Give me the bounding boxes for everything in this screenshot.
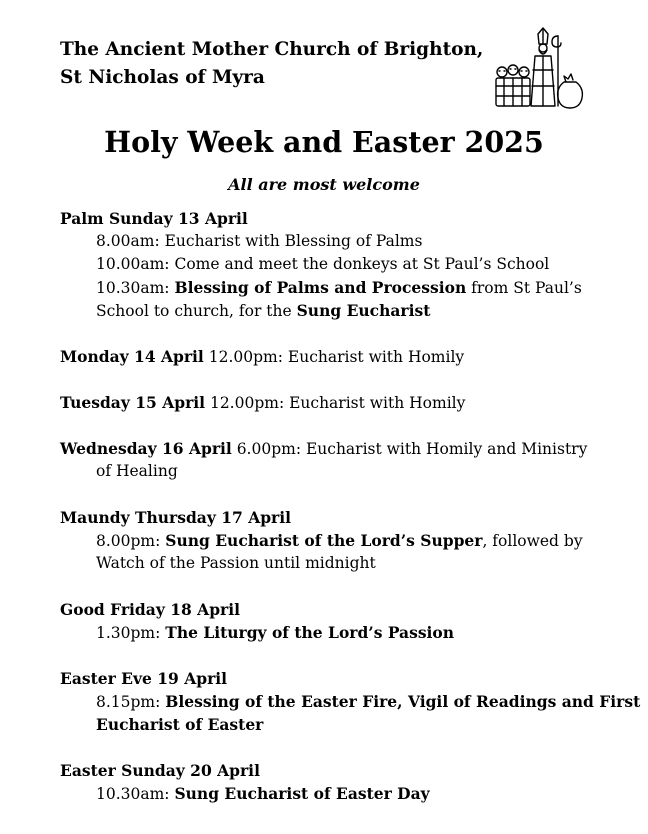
event-text: from St Paul’s — [466, 279, 582, 297]
page-title: Holy Week and Easter 2025 — [104, 125, 544, 159]
event-bold-text: The Liturgy of the Lord’s Passion — [165, 623, 455, 642]
palm-sunday-line-1: 8.00am: Eucharist with Blessing of Palms — [96, 232, 423, 250]
monday-heading: Monday 14 April — [60, 347, 204, 366]
easter-sunday-line-1 — [96, 782, 430, 806]
church-name-line2: St Nicholas of Myra — [60, 67, 265, 88]
monday-text: 12.00pm: Eucharist with Homily — [203, 348, 465, 366]
wednesday-line — [60, 437, 587, 461]
time-text: 10.30am: — [96, 279, 175, 297]
good-friday-line-1 — [96, 621, 454, 645]
easter-sunday-heading: Easter Sunday 20 April — [60, 761, 260, 780]
tuesday-heading: Tuesday 15 April — [60, 393, 206, 412]
church-name-line1: The Ancient Mother Church of Brighton, — [60, 39, 484, 60]
wednesday-heading: Wednesday 16 April — [60, 439, 232, 458]
easter-eve-heading: Easter Eve 19 April — [60, 669, 228, 688]
st-nicholas-with-children-in-tub-icon — [488, 26, 584, 114]
tuesday-line — [60, 391, 465, 415]
event-bold-text: Blessing of Palms and Procession — [174, 278, 467, 297]
wednesday-text: 6.00pm: Eucharist with Homily and Ministry — [231, 440, 588, 458]
palm-sunday-heading: Palm Sunday 13 April — [60, 209, 248, 228]
tuesday-text: 12.00pm: Eucharist with Homily — [205, 394, 466, 412]
time-text: 8.00pm: — [96, 532, 166, 550]
maundy-thursday-line-2: Watch of the Passion until midnight — [96, 554, 376, 572]
event-text: School to church, for the — [96, 302, 297, 320]
event-bold-text: Sung Eucharist of the Lord’s Supper — [165, 531, 483, 550]
event-bold-text: Blessing of the Easter Fire, Vigil of Readings and First — [165, 692, 641, 711]
event-text: , followed by — [482, 532, 583, 550]
time-text: 8.15pm: — [96, 693, 166, 711]
time-text: 10.30am: — [96, 785, 175, 803]
easter-eve-line-1 — [96, 690, 640, 714]
event-bold-text: Sung Eucharist of Easter Day — [174, 784, 430, 803]
maundy-thursday-heading: Maundy Thursday 17 April — [60, 508, 292, 527]
time-text: 1.30pm: — [96, 624, 166, 642]
wednesday-continuation: of Healing — [96, 462, 178, 480]
subtitle: All are most welcome — [228, 175, 420, 194]
maundy-thursday-line-1 — [96, 529, 583, 553]
event-bold-text: Sung Eucharist — [296, 301, 431, 320]
palm-sunday-line-4 — [96, 299, 430, 323]
easter-eve-line-2: Eucharist of Easter — [96, 715, 264, 734]
monday-line — [60, 345, 464, 369]
church-name — [60, 36, 483, 92]
good-friday-heading: Good Friday 18 April — [60, 600, 240, 619]
palm-sunday-line-3 — [96, 276, 582, 300]
palm-sunday-line-2: 10.00am: Come and meet the donkeys at St Paul’s School — [96, 255, 550, 273]
